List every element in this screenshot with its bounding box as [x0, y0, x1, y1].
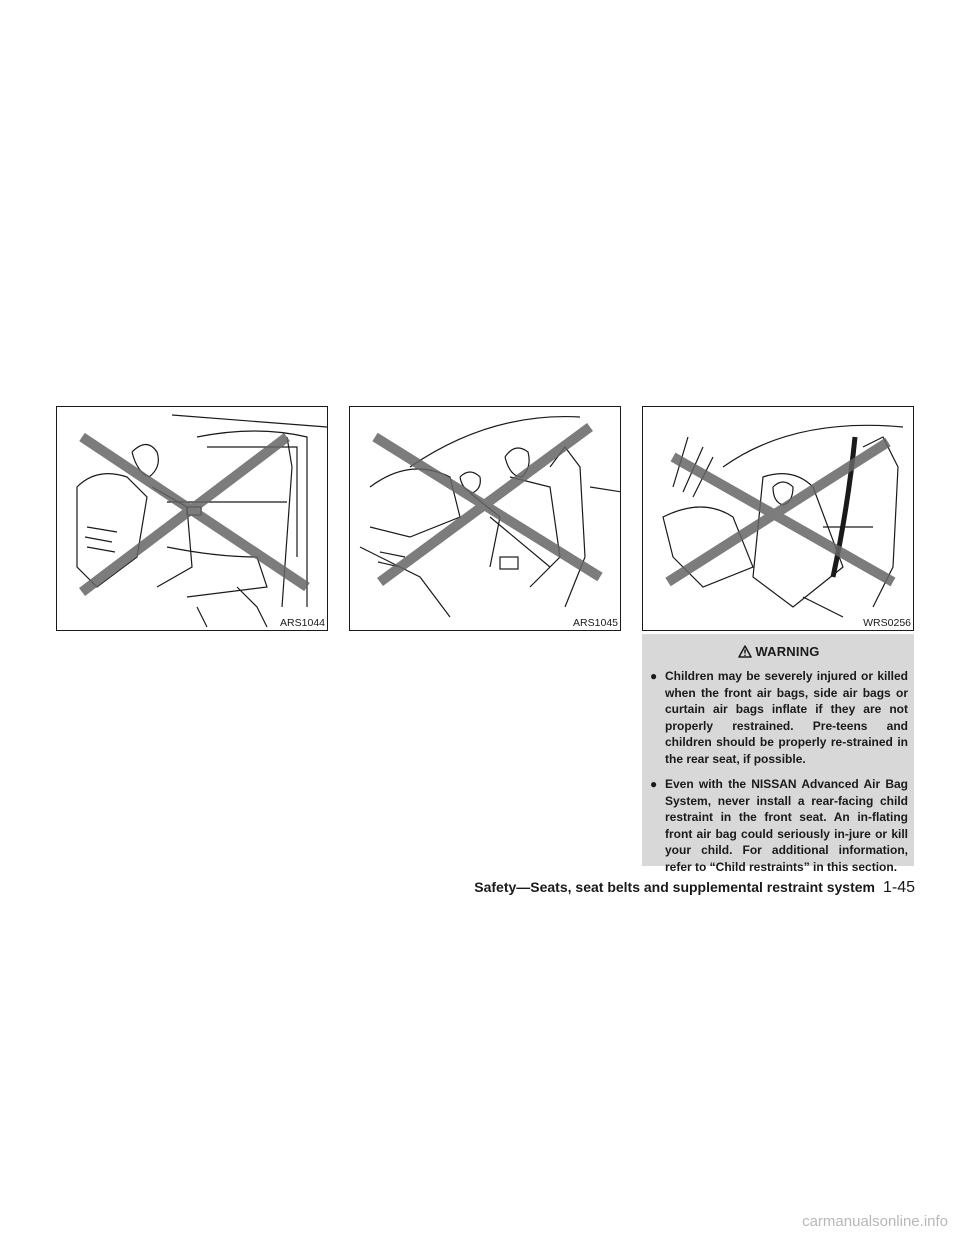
illustration-child-on-lap: [350, 407, 621, 631]
warning-item-text: Even with the NISSAN Advanced Air Bag System, never install a rear-facing child restraint in the front seat. An in-flating front air bag could seriously in-jure or kill your child. For additional information, refer to “Child restraints” in this section.: [665, 777, 908, 874]
warning-box: [642, 634, 914, 874]
figure-code: ARS1045: [573, 617, 618, 629]
warning-list: [650, 668, 908, 875]
figure-child-front-seat: [56, 406, 328, 631]
warning-item: [650, 668, 908, 767]
page-footer: [435, 879, 915, 897]
warning-triangle-icon: [738, 645, 752, 658]
warning-title: WARNING: [755, 643, 820, 659]
warning-header: [650, 642, 908, 660]
figure-rear-facing-seat-airbag: [642, 406, 914, 631]
figure-code: ARS1044: [280, 617, 325, 629]
figure-child-on-lap: [349, 406, 621, 631]
illustration-rear-facing-seat-airbag: [643, 407, 914, 631]
illustration-child-front-seat: [57, 407, 328, 631]
page-number: 1-45: [882, 879, 915, 896]
bullet: ●: [650, 777, 658, 791]
warning-item: [650, 776, 908, 875]
figure-code: WRS0256: [863, 617, 911, 629]
bullet: ●: [650, 669, 658, 683]
warning-item-text: Children may be severely injured or killed when the front air bags, side air bags or curtain air bags inflate if they are not properly restrained. Pre-teens and children should be properly re-strained in the rear seat, if possible.: [665, 669, 908, 766]
watermark: carmanualsonline.info: [802, 1213, 948, 1230]
section-title: Safety—Seats, seat belts and supplemental restraint system: [474, 879, 875, 895]
